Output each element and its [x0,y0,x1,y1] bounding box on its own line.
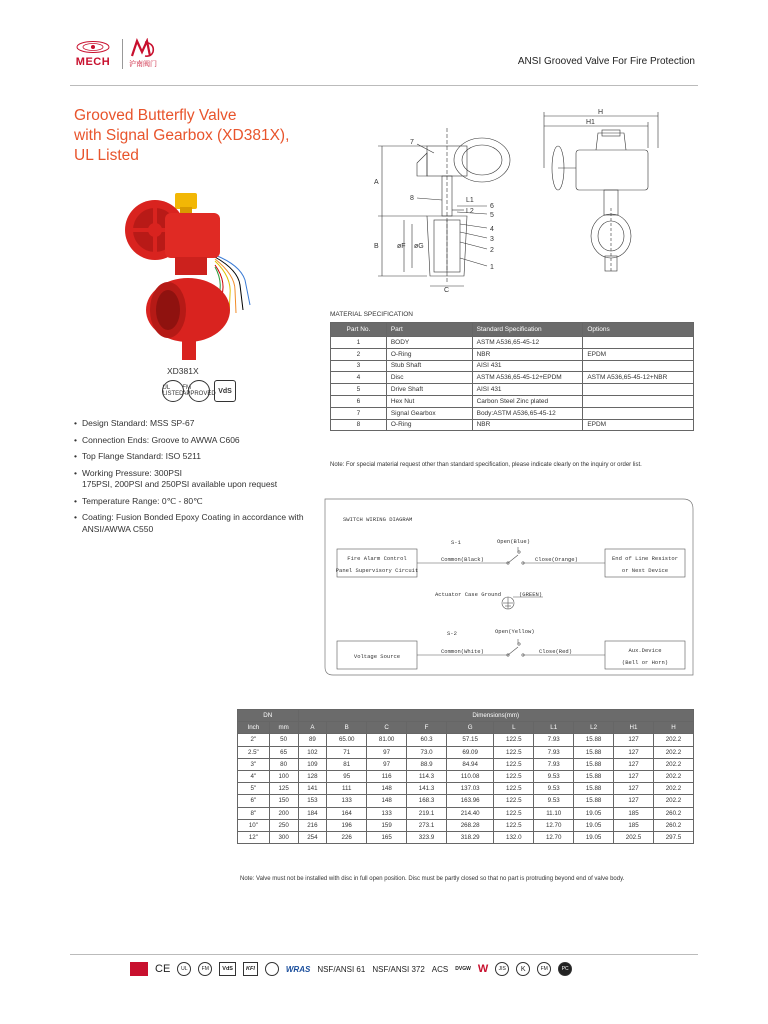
table-cell: 65 [269,746,298,758]
model-label: XD381X [167,366,199,376]
column-header: DN [238,710,299,722]
table-cell: 7.93 [534,746,574,758]
table-cell: 122.5 [494,807,534,819]
table-cell: 148 [367,783,407,795]
table-cell: 111 [327,783,367,795]
wiring-label: Common(Black) [441,556,484,563]
column-header: Dimensions(mm) [298,710,694,722]
table-cell: 122.5 [494,819,534,831]
md-logo-cn: 沪南阀门 [129,61,157,68]
table-row [238,807,694,819]
pc-icon: PC [558,962,572,976]
spec-item [74,435,319,447]
table-cell: 7 [331,407,387,419]
table-cell: 19.05 [574,831,614,843]
table-cell: 71 [327,746,367,758]
table-cell: 80 [269,758,298,770]
table-cell: 164 [327,807,367,819]
drawing-label: øF [397,243,406,250]
column-header: A [298,722,327,734]
wiring-label: Close(Orange) [535,556,578,563]
table-cell: 12" [238,831,270,843]
table-cell: EPDM [583,419,694,431]
table-cell: 128 [298,770,327,782]
table-cell: 268.28 [446,819,493,831]
drawing-label: 2 [490,247,494,254]
column-header: Part [386,323,472,337]
table-cell: 109 [298,758,327,770]
column-header: C [367,722,407,734]
table-row [331,360,694,372]
table-cell: 8 [331,419,387,431]
table-cell: Carbon Steel Zinc plated [472,395,583,407]
table-cell: 202.5 [614,831,654,843]
drawing-label: 4 [490,226,494,233]
table-cell [583,360,694,372]
wiring-label: Voltage Source [353,653,401,660]
table-cell: Stub Shaft [386,360,472,372]
table-cell: EPDM [583,348,694,360]
table-cell: 73.0 [407,746,447,758]
table-cell [583,337,694,349]
column-header: F [407,722,447,734]
wras-icon: WRAS [285,964,311,974]
table-cell: Hex Nut [386,395,472,407]
table-cell: 114.3 [407,770,447,782]
material-spec-title: MATERIAL SPECIFICATION [330,311,413,318]
wiring-label: or Next Device [621,567,669,574]
column-header: Inch [238,722,270,734]
spec-item [74,418,319,430]
table-row [331,384,694,396]
table-cell: 84.94 [446,758,493,770]
table-header-row [331,323,694,337]
table-cell: 2.5" [238,746,270,758]
jis-icon: JIS [495,962,509,976]
product-title-line: with Signal Gearbox (XD381X), [74,127,290,144]
table-cell: ASTM A536,65-45-12 [472,337,583,349]
table-cell: 15.88 [574,770,614,782]
table-cell: 89 [298,734,327,746]
table-cell: 95 [327,770,367,782]
table-cell: 5 [331,384,387,396]
table-cell: 100 [269,770,298,782]
mech-logo-text: MECH [75,55,111,68]
vds-icon: VdS [214,380,236,402]
dimensions-table [237,709,694,844]
drawing-label: 1 [490,264,494,271]
mech-eye-icon [75,40,111,54]
drawing-label: 3 [490,236,494,243]
kfi-icon: KFI [243,962,258,976]
table-cell: 133 [327,795,367,807]
table-cell: 127 [614,783,654,795]
page-header [0,0,768,90]
table-row [238,819,694,831]
table-cell: 133 [367,807,407,819]
table-cell: AISI 431 [472,360,583,372]
table-cell: 185 [614,807,654,819]
wiring-label: (Bell or Horn) [621,659,669,666]
table-cell: 185 [614,819,654,831]
table-cell: 122.5 [494,770,534,782]
table-cell: 226 [327,831,367,843]
table-cell: 2" [238,734,270,746]
table-cell: Drive Shaft [386,384,472,396]
wiring-label: Open(Yellow) [495,628,535,635]
table-cell: 150 [269,795,298,807]
ul-listed-icon: UL LISTED [162,380,184,402]
w-mark-icon: W [477,963,489,975]
table-cell: 273.1 [407,819,447,831]
drawing-label: 5 [490,212,494,219]
drawing-label: H1 [586,119,595,126]
table-cell: 15.88 [574,734,614,746]
wiring-label: Close(Red) [539,648,573,655]
table-cell: 15.88 [574,795,614,807]
table-header-row [238,710,694,722]
table-row [238,758,694,770]
table-cell: 323.9 [407,831,447,843]
table-cell: 127 [614,758,654,770]
table-cell: 3 [331,360,387,372]
table-cell: 122.5 [494,783,534,795]
drawing-label: L1 [466,197,474,204]
table-cell: 11.10 [534,807,574,819]
table-cell: 159 [367,819,407,831]
product-title [74,106,324,166]
wiring-label: Fire Alarm Control [347,555,407,562]
drawing-label: L2 [466,208,474,215]
table-cell: 132.0 [494,831,534,843]
column-header: H [653,722,693,734]
table-row [238,831,694,843]
table-cell: NBR [472,348,583,360]
front-view-drawing [536,108,666,278]
table-cell: 4 [331,372,387,384]
table-cell: 202.2 [653,783,693,795]
table-row [238,795,694,807]
table-cell: 165 [367,831,407,843]
spec-text: • Working Pressure: 300PSI [82,467,182,478]
spec-item [74,496,319,508]
nsf-61-text: NSF/ANSI 61 [317,964,366,974]
table-cell: 318.29 [446,831,493,843]
table-cell: 148 [367,795,407,807]
spec-text: 175PSI, 200PSI and 250PSI available upon request [82,479,278,489]
table-cell: AISI 431 [472,384,583,396]
acs-text: ACS [431,964,449,974]
table-cell: 88.9 [407,758,447,770]
table-cell: 127 [614,734,654,746]
table-cell: 9.53 [534,795,574,807]
table-cell: O-Ring [386,348,472,360]
md-logo [129,38,157,69]
table-cell: 97 [367,746,407,758]
table-row [331,372,694,384]
table-subheader-row [238,722,694,734]
table-cell: 19.05 [574,807,614,819]
table-cell: 60.3 [407,734,447,746]
table-cell: Body:ASTM A536,65-45-12 [472,407,583,419]
k-mark-icon: K [516,962,530,976]
table-cell: 219.1 [407,807,447,819]
table-row [238,734,694,746]
table-cell: 15.88 [574,783,614,795]
table-cell: 122.5 [494,734,534,746]
table-cell: 202.2 [653,758,693,770]
table-cell: Signal Gearbox [386,407,472,419]
ce-icon: CE [155,963,171,975]
table-cell: 202.2 [653,734,693,746]
column-header: G [446,722,493,734]
table-row [331,395,694,407]
column-header: Options [583,323,694,337]
document-title: ANSI Grooved Valve For Fire Protection [517,56,695,67]
column-header: H1 [614,722,654,734]
footer-divider [70,954,698,955]
table-cell: 116 [367,770,407,782]
spec-text: • Connection Ends: Groove to AWWA C606 [82,434,240,445]
logo-divider [122,39,123,69]
table-cell: 57.15 [446,734,493,746]
table-cell: 9.53 [534,770,574,782]
table-cell: ASTM A536,65-45-12+NBR [583,372,694,384]
table-cell: 127 [614,770,654,782]
drawing-label: øG [414,243,424,250]
table-cell: 12.70 [534,831,574,843]
drawing-label: 8 [410,195,414,202]
red-cert-icon [130,962,148,976]
table-cell: BODY [386,337,472,349]
table-cell: 2 [331,348,387,360]
table-row [331,407,694,419]
column-header: mm [269,722,298,734]
valve-photo [120,185,270,365]
spec-list [74,418,319,540]
section-drawing [372,108,532,293]
spec-text: • Temperature Range: 0℃ - 80℃ [82,495,203,506]
table-cell: 168.3 [407,795,447,807]
spec-item [74,512,319,535]
drawing-label: 7 [410,139,414,146]
product-title-line: Grooved Butterfly Valve [74,107,237,124]
switch-wiring-diagram [323,497,695,677]
table-cell: 6" [238,795,270,807]
table-cell: 69.09 [446,746,493,758]
column-header: Part No. [331,323,387,337]
table-cell: 7.93 [534,758,574,770]
table-cell: 10" [238,819,270,831]
spec-item [74,451,319,463]
spec-text: • Top Flange Standard: ISO 5211 [82,451,201,461]
table-cell: 8" [238,807,270,819]
table-row [238,746,694,758]
table-cell: 254 [298,831,327,843]
table-cell: 81 [327,758,367,770]
material-spec-table [330,322,694,431]
product-title-line: UL Listed [74,147,139,164]
table-cell: 65.00 [327,734,367,746]
header-divider [70,85,698,86]
table-cell: 196 [327,819,367,831]
wiring-label: S-2 [447,630,457,637]
wiring-label: Common(White) [441,648,484,655]
company-logo [70,38,157,69]
nsf-372-text: NSF/ANSI 372 [372,964,425,974]
table-cell [583,407,694,419]
drawing-label: B [374,243,379,250]
table-cell: Disc [386,372,472,384]
wiring-label: Open(Blue) [497,538,531,545]
vds-icon: VdS [219,962,236,976]
wiring-label: S-1 [451,539,461,546]
table-row [238,770,694,782]
material-note: Note: For special material request other than standard specification, please indicate clearly on the inquiry or order list. [330,462,642,468]
table-cell: ASTM A536,65-45-12+EPDM [472,372,583,384]
table-row [331,348,694,360]
table-cell: 6 [331,395,387,407]
table-cell: 3" [238,758,270,770]
table-cell: 260.2 [653,807,693,819]
table-cell: NBR [472,419,583,431]
spec-text: • Design Standard: MSS SP-67 [82,418,195,428]
table-cell: 12.70 [534,819,574,831]
table-cell: 122.5 [494,746,534,758]
md-logo-icon [130,38,156,58]
table-cell: 200 [269,807,298,819]
table-cell: 9.53 [534,783,574,795]
table-cell: 127 [614,795,654,807]
table-cell: 50 [269,734,298,746]
table-cell [583,384,694,396]
table-cell: 125 [269,783,298,795]
table-cell: 97 [367,758,407,770]
table-cell: 137.03 [446,783,493,795]
dimensions-note: Note: Valve must not be installed with disc in full open position. Disc must be partly closed so that no part is protruding beyond end of valve body. [240,876,625,882]
fm-approved-icon: FM APPROVED [188,380,210,402]
drawing-label: A [374,179,379,186]
wiring-title: SWITCH WIRING DIAGRAM [343,516,413,523]
wiring-label: Actuator Case Ground [435,591,502,598]
drawing-label: H [598,109,604,116]
wiring-label: Panel Supervisory Circuit [335,567,419,574]
table-cell: 202.2 [653,770,693,782]
table-cell [583,395,694,407]
table-cell: 163.96 [446,795,493,807]
table-row [238,783,694,795]
dvgw-icon: DVGW [455,966,471,972]
table-cell: 102 [298,746,327,758]
fm-icon: FM [198,962,212,976]
wiring-label: End of Line Resistor [611,555,679,562]
table-cell: 250 [269,819,298,831]
table-cell: 214.40 [446,807,493,819]
spec-text: • Coating: Fusion Bonded Epoxy Coating in accordance with [82,512,304,522]
spec-text: ANSI/AWWA C550 [82,523,154,534]
table-cell: 5" [238,783,270,795]
table-cell: 141 [298,783,327,795]
column-header: Standard Specification [472,323,583,337]
table-cell: 127 [614,746,654,758]
spec-item [74,468,319,491]
table-cell: 300 [269,831,298,843]
footer-certifications [130,960,690,978]
table-cell: 202.2 [653,795,693,807]
column-header: L2 [574,722,614,734]
table-cell: 122.5 [494,795,534,807]
wiring-label: Aux.Device [628,647,662,654]
table-cell: 15.88 [574,758,614,770]
table-row [331,419,694,431]
table-cell: 122.5 [494,758,534,770]
table-cell: 184 [298,807,327,819]
table-cell: 216 [298,819,327,831]
drawing-label: 6 [490,203,494,210]
wiring-label: (GREEN) [519,591,543,598]
table-cell: 1 [331,337,387,349]
table-cell: 110.08 [446,770,493,782]
table-cell: 202.2 [653,746,693,758]
column-header: L1 [534,722,574,734]
mech-logo [70,40,116,68]
table-row [331,337,694,349]
product-certifications [162,380,236,402]
table-cell: 141.3 [407,783,447,795]
table-cell: 4" [238,770,270,782]
table-cell: 7.93 [534,734,574,746]
fm-round-icon: FM [537,962,551,976]
ul-icon: UL [177,962,191,976]
table-cell: O-Ring [386,419,472,431]
table-cell: 15.88 [574,746,614,758]
table-cell: 153 [298,795,327,807]
column-header: L [494,722,534,734]
table-cell: 297.5 [653,831,693,843]
table-cell: 260.2 [653,819,693,831]
drawing-label: C [444,287,450,293]
table-cell: 81.00 [367,734,407,746]
round-cert-icon [265,962,279,976]
column-header: B [327,722,367,734]
table-cell: 19.05 [574,819,614,831]
